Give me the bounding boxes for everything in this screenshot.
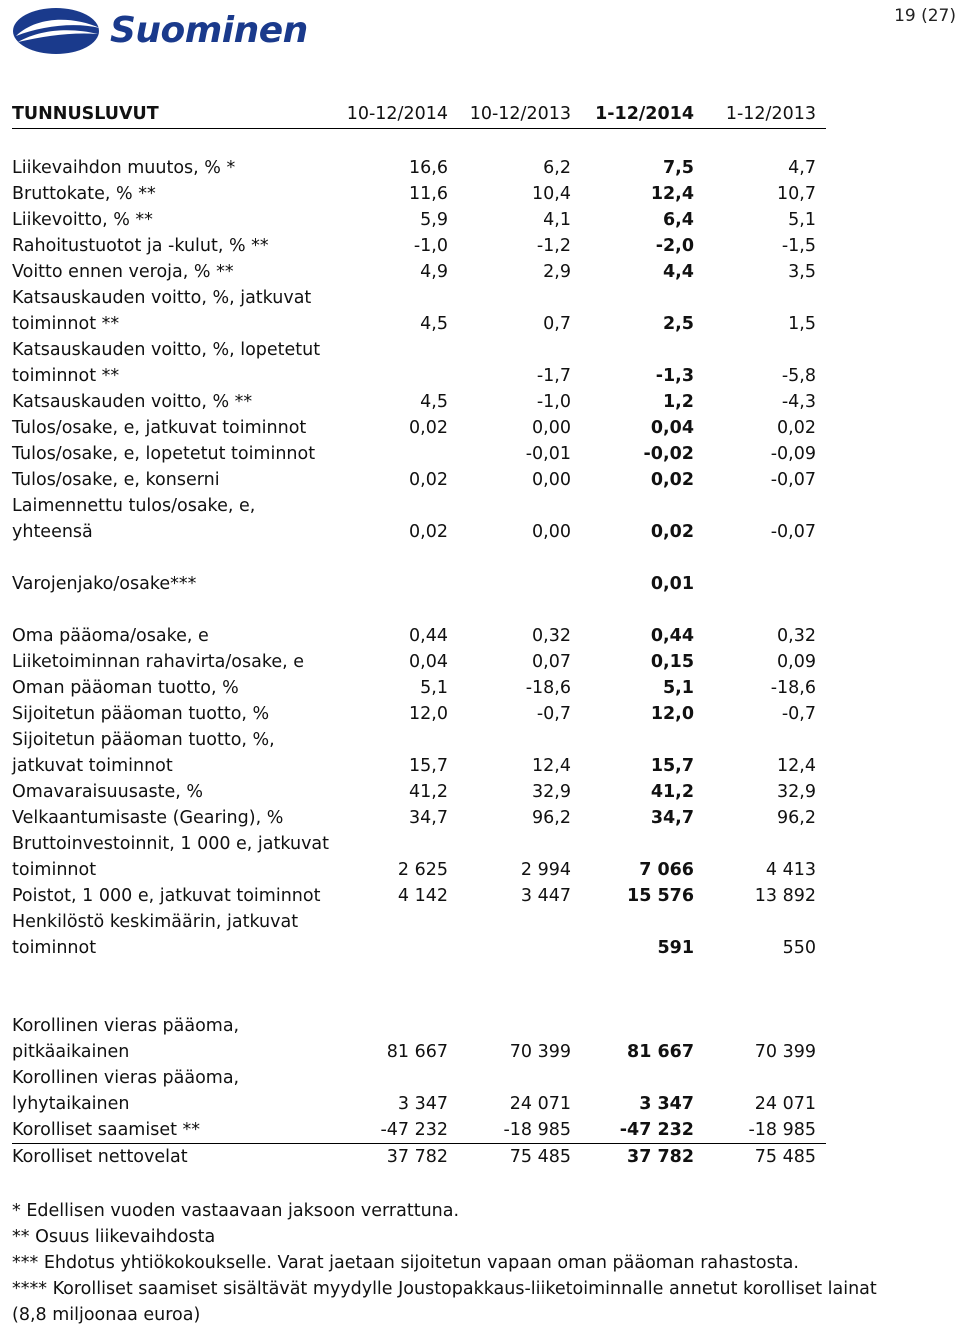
cell-value: 96,2 bbox=[532, 808, 571, 828]
cell-value: 41,2 bbox=[409, 782, 448, 802]
cell-value: 32,9 bbox=[777, 782, 816, 802]
logo-wordmark: Suominen bbox=[110, 10, 308, 51]
table-row bbox=[12, 1091, 826, 1117]
cell-value: 12,4 bbox=[777, 756, 816, 776]
cell-value: -18,6 bbox=[770, 678, 816, 698]
row-label: Laimennettu tulos/osake, e, bbox=[12, 496, 256, 516]
cell-value: 2 625 bbox=[397, 860, 448, 880]
cell-value: 10,7 bbox=[777, 184, 816, 204]
cell-value: 0,32 bbox=[532, 626, 571, 646]
cell-value: 1,2 bbox=[662, 392, 694, 412]
table-row bbox=[12, 1065, 826, 1091]
row-label: yhteensä bbox=[12, 522, 93, 542]
cell-value: 0,32 bbox=[777, 626, 816, 646]
cell-value: 96,2 bbox=[777, 808, 816, 828]
table-row bbox=[12, 779, 826, 805]
cell-value: 0,04 bbox=[650, 418, 694, 438]
cell-value: 4,4 bbox=[662, 262, 694, 282]
row-label: Korollinen vieras pääoma, bbox=[12, 1068, 240, 1088]
table-row bbox=[12, 753, 826, 779]
cell-value: 0,7 bbox=[543, 314, 571, 334]
cell-value: 16,6 bbox=[409, 158, 448, 178]
cell-value: 0,02 bbox=[650, 522, 694, 542]
cell-value: 24 071 bbox=[754, 1094, 816, 1114]
table-row bbox=[12, 649, 826, 675]
cell-value: 7,5 bbox=[662, 158, 694, 178]
table-row bbox=[12, 1117, 826, 1144]
cell-value: 6,2 bbox=[543, 158, 571, 178]
cell-value: -1,2 bbox=[536, 236, 571, 256]
row-label: Tulos/osake, e, jatkuvat toiminnot bbox=[12, 418, 307, 438]
cell-value bbox=[571, 285, 694, 311]
row-label: Poistot, 1 000 e, jatkuvat toiminnot bbox=[12, 886, 321, 906]
cell-value: 3,5 bbox=[788, 262, 816, 282]
cell-value bbox=[694, 285, 826, 311]
table-row bbox=[12, 337, 826, 363]
cell-value: 6,4 bbox=[662, 210, 694, 230]
cell-value: -1,0 bbox=[413, 236, 448, 256]
cell-value: 0,00 bbox=[532, 470, 571, 490]
cell-value: 0,15 bbox=[650, 652, 694, 672]
cell-value: 2,5 bbox=[662, 314, 694, 334]
row-label: Rahoitustuotot ja -kulut, % ** bbox=[12, 236, 269, 256]
cell-value: 2,9 bbox=[543, 262, 571, 282]
logo-emblem-icon bbox=[12, 6, 104, 56]
cell-value bbox=[334, 285, 448, 311]
table-row bbox=[12, 259, 826, 285]
cell-value bbox=[571, 831, 694, 857]
cell-value: 15 576 bbox=[627, 886, 694, 906]
footnote: ** Osuus liikevaihdosta bbox=[12, 1227, 216, 1247]
cell-value: 10,4 bbox=[532, 184, 571, 204]
cell-value: 2 994 bbox=[520, 860, 571, 880]
cell-value: 34,7 bbox=[409, 808, 448, 828]
cell-value: 12,0 bbox=[409, 704, 448, 724]
cell-value: -4,3 bbox=[781, 392, 816, 412]
cell-value: 3 347 bbox=[639, 1094, 694, 1114]
cell-value: -0,09 bbox=[770, 444, 816, 464]
column-header: 10-12/2013 bbox=[448, 100, 571, 129]
column-header: 1-12/2013 bbox=[694, 100, 826, 129]
cell-value bbox=[694, 571, 826, 597]
cell-value: 37 782 bbox=[386, 1147, 448, 1167]
cell-value: 75 485 bbox=[754, 1147, 816, 1167]
cell-value bbox=[571, 1065, 694, 1091]
row-label: Liikevoitto, % ** bbox=[12, 210, 153, 230]
cell-value: 70 399 bbox=[754, 1042, 816, 1062]
cell-value: 4 413 bbox=[765, 860, 816, 880]
cell-value: 34,7 bbox=[650, 808, 694, 828]
table-row bbox=[12, 1039, 826, 1065]
cell-value: 0,02 bbox=[409, 418, 448, 438]
cell-value: 15,7 bbox=[409, 756, 448, 776]
cell-value: 0,01 bbox=[650, 574, 694, 594]
cell-value: -5,8 bbox=[781, 366, 816, 386]
table-row bbox=[12, 363, 826, 389]
cell-value: 75 485 bbox=[509, 1147, 571, 1167]
cell-value: 12,0 bbox=[650, 704, 694, 724]
cell-value bbox=[448, 1065, 571, 1091]
table-row bbox=[12, 623, 826, 649]
cell-value bbox=[334, 1065, 448, 1091]
table-row bbox=[12, 1144, 826, 1171]
cell-value: -1,3 bbox=[655, 366, 694, 386]
row-label: Oman pääoman tuotto, % bbox=[12, 678, 239, 698]
row-label: Sijoitetun pääoman tuotto, %, bbox=[12, 730, 275, 750]
cell-value bbox=[448, 909, 571, 935]
cell-value: 41,2 bbox=[650, 782, 694, 802]
cell-value: -1,5 bbox=[781, 236, 816, 256]
cell-value bbox=[694, 1013, 826, 1039]
row-label: jatkuvat toiminnot bbox=[12, 756, 173, 776]
table-row bbox=[12, 155, 826, 181]
cell-value bbox=[448, 727, 571, 753]
cell-value bbox=[571, 909, 694, 935]
row-label: Korolliset nettovelat bbox=[12, 1147, 188, 1167]
table-row bbox=[12, 571, 826, 597]
company-logo bbox=[12, 6, 332, 56]
cell-value: 12,4 bbox=[532, 756, 571, 776]
cell-value: 3 347 bbox=[397, 1094, 448, 1114]
cell-value bbox=[334, 909, 448, 935]
cell-value bbox=[694, 831, 826, 857]
cell-value bbox=[448, 285, 571, 311]
row-label: Katsauskauden voitto, %, jatkuvat bbox=[12, 288, 312, 308]
cell-value: -1,7 bbox=[536, 366, 571, 386]
row-label: Voitto ennen veroja, % ** bbox=[12, 262, 234, 282]
row-label: Oma pääoma/osake, e bbox=[12, 626, 209, 646]
table-row bbox=[12, 311, 826, 337]
row-label: Bruttokate, % ** bbox=[12, 184, 156, 204]
row-label: Sijoitetun pääoman tuotto, % bbox=[12, 704, 270, 724]
footnotes bbox=[12, 1198, 912, 1328]
cell-value bbox=[448, 935, 571, 961]
table-title: TUNNUSLUVUT bbox=[12, 100, 334, 129]
cell-value: 0,44 bbox=[409, 626, 448, 646]
cell-value: -18,6 bbox=[525, 678, 571, 698]
cell-value: 0,02 bbox=[650, 470, 694, 490]
cell-value: 5,1 bbox=[662, 678, 694, 698]
cell-value bbox=[334, 363, 448, 389]
table-row bbox=[12, 909, 826, 935]
table-row bbox=[12, 233, 826, 259]
row-label: Korolliset saamiset ** bbox=[12, 1117, 334, 1144]
column-header: 10-12/2014 bbox=[334, 100, 448, 129]
table-row bbox=[12, 857, 826, 883]
cell-value bbox=[334, 935, 448, 961]
table-row bbox=[12, 467, 826, 493]
cell-value: -18 985 bbox=[694, 1117, 826, 1144]
row-label: toiminnot bbox=[12, 860, 97, 880]
row-label: lyhytaikainen bbox=[12, 1094, 130, 1114]
cell-value: 81 667 bbox=[627, 1042, 694, 1062]
cell-value: 4,1 bbox=[543, 210, 571, 230]
footnote: **** Korolliset saamiset sisältävät myydylle Joustopakkaus-liiketoiminnalle annetut korolliset lainat (8,8 miljoonaa euroa) bbox=[12, 1279, 877, 1325]
cell-value bbox=[334, 727, 448, 753]
cell-value: 4,5 bbox=[420, 392, 448, 412]
cell-value bbox=[571, 727, 694, 753]
cell-value: 4,7 bbox=[788, 158, 816, 178]
cell-value: -0,7 bbox=[536, 704, 571, 724]
row-label: Tulos/osake, e, lopetetut toiminnot bbox=[12, 444, 316, 464]
cell-value: 0,02 bbox=[777, 418, 816, 438]
cell-value: -47 232 bbox=[334, 1117, 448, 1144]
table-header-row bbox=[12, 100, 826, 129]
row-label: Omavaraisuusaste, % bbox=[12, 782, 204, 802]
spacer-row bbox=[12, 961, 826, 1013]
column-header: 1-12/2014 bbox=[571, 100, 694, 129]
cell-value bbox=[334, 441, 448, 467]
cell-value: -0,01 bbox=[525, 444, 571, 464]
row-label: Katsauskauden voitto, % ** bbox=[12, 392, 253, 412]
cell-value: 0,00 bbox=[532, 522, 571, 542]
table-row bbox=[12, 701, 826, 727]
cell-value: 1,5 bbox=[788, 314, 816, 334]
table-row bbox=[12, 519, 826, 545]
table-row bbox=[12, 415, 826, 441]
cell-value bbox=[571, 493, 694, 519]
key-figures-table bbox=[12, 100, 826, 1170]
table-row bbox=[12, 441, 826, 467]
cell-value: 0,02 bbox=[409, 470, 448, 490]
cell-value: 4,5 bbox=[420, 314, 448, 334]
page-number: 19 (27) bbox=[894, 6, 956, 26]
cell-value: -47 232 bbox=[571, 1117, 694, 1144]
cell-value: 0,02 bbox=[409, 522, 448, 542]
cell-value: 0,07 bbox=[532, 652, 571, 672]
row-label: Katsauskauden voitto, %, lopetetut bbox=[12, 340, 321, 360]
table-row bbox=[12, 675, 826, 701]
cell-value bbox=[694, 337, 826, 363]
row-label: Tulos/osake, e, konserni bbox=[12, 470, 220, 490]
table-row bbox=[12, 805, 826, 831]
cell-value bbox=[334, 571, 448, 597]
cell-value: 591 bbox=[657, 938, 694, 958]
cell-value bbox=[694, 727, 826, 753]
table-row bbox=[12, 935, 826, 961]
row-label: pitkäaikainen bbox=[12, 1042, 130, 1062]
cell-value bbox=[334, 831, 448, 857]
cell-value bbox=[694, 1065, 826, 1091]
cell-value: 0,00 bbox=[532, 418, 571, 438]
table-row bbox=[12, 207, 826, 233]
cell-value: 24 071 bbox=[509, 1094, 571, 1114]
cell-value: 550 bbox=[782, 938, 816, 958]
spacer-row bbox=[12, 597, 826, 623]
cell-value bbox=[334, 493, 448, 519]
row-label: Liikevaihdon muutos, % * bbox=[12, 158, 236, 178]
cell-value: -18 985 bbox=[448, 1117, 571, 1144]
row-label: Korollinen vieras pääoma, bbox=[12, 1016, 240, 1036]
spacer-row bbox=[12, 129, 826, 156]
cell-value bbox=[448, 337, 571, 363]
cell-value: 0,44 bbox=[650, 626, 694, 646]
cell-value: 11,6 bbox=[409, 184, 448, 204]
row-label: toiminnot bbox=[12, 938, 97, 958]
table-row bbox=[12, 181, 826, 207]
cell-value bbox=[334, 1013, 448, 1039]
cell-value: -1,0 bbox=[536, 392, 571, 412]
row-label: Liiketoiminnan rahavirta/osake, e bbox=[12, 652, 304, 672]
cell-value: 37 782 bbox=[627, 1147, 694, 1167]
table-row bbox=[12, 389, 826, 415]
cell-value: 81 667 bbox=[386, 1042, 448, 1062]
footnote: *** Ehdotus yhtiökokoukselle. Varat jaetaan sijoitetun vapaan oman pääoman rahastosta. bbox=[12, 1253, 799, 1273]
cell-value bbox=[448, 571, 571, 597]
cell-value bbox=[694, 909, 826, 935]
cell-value: 0,09 bbox=[777, 652, 816, 672]
cell-value bbox=[571, 1013, 694, 1039]
spacer-row bbox=[12, 545, 826, 571]
row-label: toiminnot ** bbox=[12, 366, 120, 386]
table-row bbox=[12, 493, 826, 519]
row-label: Henkilöstö keskimäärin, jatkuvat bbox=[12, 912, 299, 932]
cell-value: -0,07 bbox=[770, 522, 816, 542]
row-label: Bruttoinvestoinnit, 1 000 e, jatkuvat bbox=[12, 834, 330, 854]
cell-value: 3 447 bbox=[520, 886, 571, 906]
cell-value bbox=[694, 493, 826, 519]
footnote: * Edellisen vuoden vastaavaan jaksoon verrattuna. bbox=[12, 1201, 460, 1221]
cell-value: -2,0 bbox=[655, 236, 694, 256]
table-row bbox=[12, 831, 826, 857]
cell-value bbox=[448, 493, 571, 519]
table-row bbox=[12, 883, 826, 909]
cell-value: 5,1 bbox=[788, 210, 816, 230]
cell-value: 13 892 bbox=[754, 886, 816, 906]
cell-value: 4 142 bbox=[397, 886, 448, 906]
cell-value bbox=[334, 337, 448, 363]
cell-value: 12,4 bbox=[650, 184, 694, 204]
row-label: Velkaantumisaste (Gearing), % bbox=[12, 808, 284, 828]
cell-value: 7 066 bbox=[639, 860, 694, 880]
table-row bbox=[12, 285, 826, 311]
table-row bbox=[12, 1013, 826, 1039]
row-label: toiminnot ** bbox=[12, 314, 120, 334]
cell-value: 5,1 bbox=[420, 678, 448, 698]
cell-value bbox=[448, 1013, 571, 1039]
cell-value: -0,07 bbox=[770, 470, 816, 490]
cell-value: 5,9 bbox=[420, 210, 448, 230]
table-row bbox=[12, 727, 826, 753]
cell-value: -0,02 bbox=[643, 444, 694, 464]
cell-value: -0,7 bbox=[781, 704, 816, 724]
cell-value: 70 399 bbox=[509, 1042, 571, 1062]
cell-value bbox=[571, 337, 694, 363]
cell-value: 15,7 bbox=[650, 756, 694, 776]
cell-value: 0,04 bbox=[409, 652, 448, 672]
cell-value: 4,9 bbox=[420, 262, 448, 282]
cell-value: 32,9 bbox=[532, 782, 571, 802]
cell-value bbox=[448, 831, 571, 857]
row-label: Varojenjako/osake*** bbox=[12, 574, 197, 594]
